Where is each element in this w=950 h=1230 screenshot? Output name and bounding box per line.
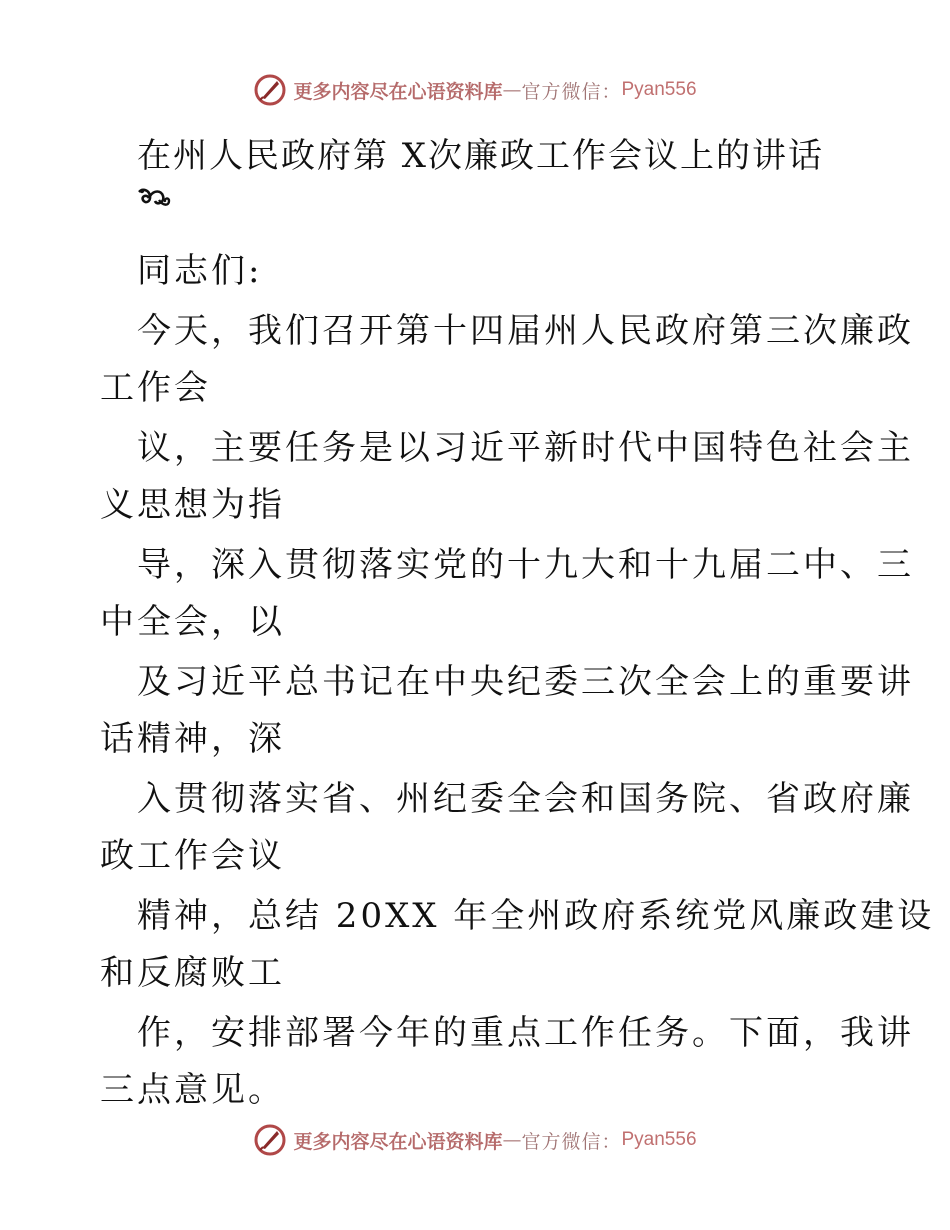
body-line: 政工作会议 <box>100 836 285 876</box>
salutation: 同志们: <box>137 251 263 291</box>
banner-main-text: 更多内容尽在心语资料库 <box>293 1130 503 1153</box>
body-line: 入贯彻落实省、州纪委全会和国务院、省政府廉 <box>137 779 914 819</box>
body-line: 今天，我们召开第十四届州人民政府第三次廉政 <box>137 311 914 351</box>
body-line: 导，深入贯彻落实党的十九大和十九届二中、三 <box>137 545 914 585</box>
body-line: 工作会 <box>100 368 211 408</box>
banner-wechat-label: 官方微信： <box>521 1130 622 1153</box>
body-line: 议，主要任务是以习近平新时代中国特色社会主 <box>137 428 914 468</box>
document-title: 在州人民政府第 X次廉政工作会议上的讲话 <box>137 136 825 176</box>
banner-main-text: 更多内容尽在心语资料库 <box>293 80 503 103</box>
body-line: 和反腐败工 <box>100 953 285 993</box>
banner-wechat-id: Pyan556 <box>621 1129 697 1150</box>
banner-dash: — <box>502 79 522 101</box>
banner-dash: — <box>502 1129 522 1151</box>
body-line: 及习近平总书记在中央纪委三次全会上的重要讲 <box>137 662 914 702</box>
banner-wechat-id: Pyan556 <box>621 79 697 100</box>
header-watermark-banner <box>0 70 950 110</box>
body-line: 中全会，以 <box>100 602 285 642</box>
body-line: 三点意见。 <box>100 1070 285 1110</box>
body-line: 话精神，深 <box>100 719 285 759</box>
quill-circle-icon <box>253 73 287 107</box>
body-line: 作，安排部署今年的重点工作任务。下面，我讲 <box>137 1013 914 1053</box>
quill-circle-icon <box>253 1123 287 1157</box>
banner-wechat-label: 官方微信： <box>521 80 622 103</box>
body-line: 精神，总结 20XX 年全州政府系统党风廉政建设 <box>137 896 935 936</box>
footer-watermark-banner <box>0 1120 950 1160</box>
fleuron-icon <box>137 186 171 212</box>
body-line: 义思想为指 <box>100 485 285 525</box>
